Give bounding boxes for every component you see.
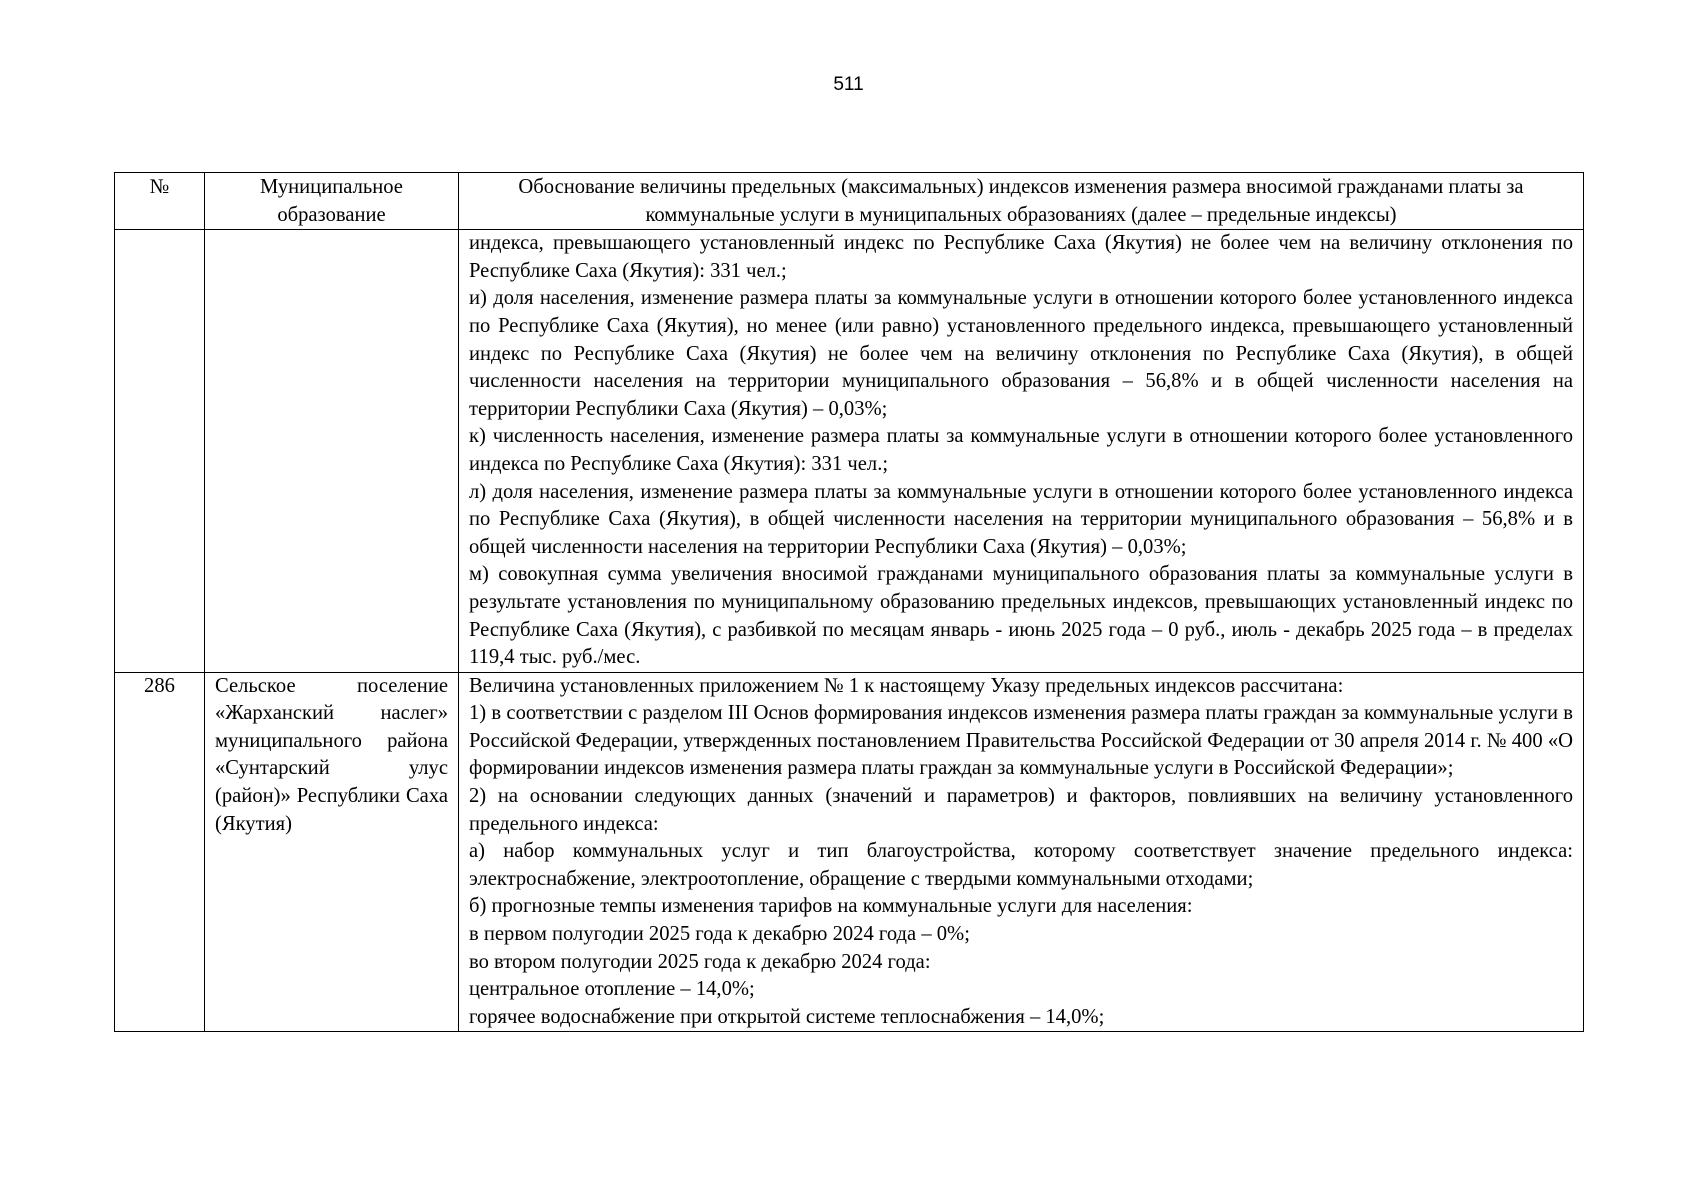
table-row [115, 230, 1584, 673]
row-num-cell: 286 [115, 672, 205, 1032]
table-header-row [115, 173, 1584, 230]
row-justification-cell [459, 672, 1584, 1032]
paragraph: к) численность населения, изменение размера платы за коммунальные услуги в отношении которого более установленного индекса по Республике Саха (Якутия): 331 чел.; [469, 425, 1573, 475]
header-municipality: Муниципальное образование [205, 173, 459, 230]
paragraph: в первом полугодии 2025 года к декабрю 2024 года – 0%; [469, 923, 970, 946]
paragraph: горячее водоснабжение при открытой системе теплоснабжения – 14,0%; [469, 1005, 1105, 1028]
header-justification: Обоснование величины предельных (максимальных) индексов изменения размера вносимой гражданами платы за коммунальные услуги в муниципальных образованиях (далее – предельные индексы) [459, 173, 1584, 230]
paragraph: л) доля населения, изменение размера платы за коммунальные услуги в отношении которого более установленного индекса по Республике Саха (Якутия), в общей численности населения на территории муниципального образования – 56,8% и в общей численности населения на территории Республики Саха (Якутия) – 0,03%; [469, 480, 1573, 558]
paragraph: Величина установленных приложением № 1 к настоящему Указу предельных индексов рассчитана: [469, 674, 1344, 697]
justification-table [114, 172, 1584, 1032]
paragraph: б) прогнозные темпы изменения тарифов на коммунальные услуги для населения: [469, 895, 1193, 918]
paragraph: а) набор коммунальных услуг и тип благоустройства, которому соответствует значение предельного индекса: электроснабжение, электроотопление, обращение с твердыми коммунальными отходами; [469, 840, 1573, 890]
row-municipality-cell: Сельское поселение «Жарханский наслег» муниципального района «Сунтарский улус (район)» Республики Саха (Якутия) [205, 672, 459, 1032]
paragraph: 1) в соответствии с разделом III Основ формирования индексов изменения размера платы граждан за коммунальные услуги в Российской Федерации, утвержденных постановлением Правительства Российской Федерации от 30 апреля 2014 г. № 400 «О формировании индексов изменения размера платы граждан за коммунальные услуги в Российской Федерации»; [469, 702, 1573, 780]
header-num: № [115, 173, 205, 230]
row-num-cell [115, 230, 205, 673]
paragraph: м) совокупная сумма увеличения вносимой гражданами муниципального образования платы за коммунальные услуги в результате установления по муниципальному образованию предельных индексов, превышающих установленный индекс по Республике Саха (Якутия), с разбивкой по месяцам январь - июнь 2025 года – 0 руб., июль - декабрь 2025 года – в пределах 119,4 тыс. руб./мес. [469, 563, 1573, 669]
paragraph: и) доля населения, изменение размера платы за коммунальные услуги в отношении которого более установленного индекса по Республике Саха (Якутия), но менее (или равно) установленного предельного индекса, превышающего установленный индекс по Республике Саха (Якутия) не более чем на величину отклонения по Республике Саха (Якутия), в общей численности населения на территории муниципального образования – 56,8% и в общей численности населения на территории Республики Саха (Якутия) – 0,03%; [469, 287, 1573, 420]
paragraph: во втором полугодии 2025 года к декабрю 2024 года: [469, 950, 931, 973]
table-row [115, 672, 1584, 1032]
row-justification-cell [459, 230, 1584, 673]
row-municipality-cell [205, 230, 459, 673]
paragraph: центральное отопление – 14,0%; [469, 978, 755, 1001]
paragraph: 2) на основании следующих данных (значений и параметров) и факторов, повлиявших на величину установленного предельного индекса: [469, 785, 1573, 835]
paragraph: индекса, превышающего установленный индекс по Республике Саха (Якутия) не более чем на величину отклонения по Республике Саха (Якутия): 331 чел.; [469, 232, 1573, 282]
page-number: 511 [833, 74, 864, 95]
